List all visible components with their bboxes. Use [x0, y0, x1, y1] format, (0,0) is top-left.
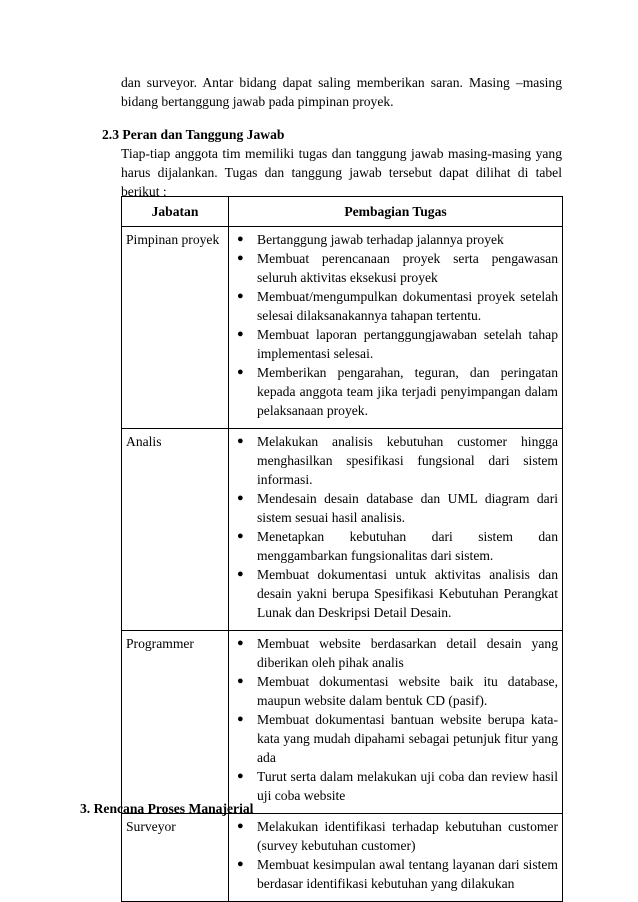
list-item: ● Memberikan pengarahan, teguran, dan peringatan kepada anggota team jika terjadi penyimpangan dalam pelaksanaan proyek.: [237, 365, 558, 418]
bullet-icon: ●: [237, 366, 244, 378]
list-item: ● Melakukan analisis kebutuhan customer hingga menghasilkan spesifikasi fungsional dari sistem informasi.: [237, 434, 558, 487]
bullet-icon: ●: [237, 568, 244, 580]
bullet-icon: ●: [237, 713, 244, 725]
bullet-icon: ●: [237, 858, 244, 870]
table-row: [122, 814, 563, 902]
tasks-cell: [229, 631, 563, 814]
task-list: [235, 817, 558, 893]
tasks-cell: [229, 429, 563, 631]
bullet-icon: ●: [237, 328, 244, 340]
roles-table: [121, 196, 563, 902]
list-item: ● Mendesain desain database dan UML diagram dari sistem sesuai hasil analisis.: [237, 491, 558, 525]
bullet-icon: ●: [237, 233, 244, 245]
bullet-icon: ●: [237, 675, 244, 687]
jabatan-cell: Programmer: [122, 631, 229, 814]
section-heading-2-3: 2.3 Peran dan Tanggung Jawab: [102, 127, 285, 142]
table-row: [122, 631, 563, 814]
intro-paragraph: dan surveyor. Antar bidang dapat saling memberikan saran. Masing –masing bidang bertanggung jawab pada pimpinan proyek.: [121, 75, 562, 109]
table-row: [122, 227, 563, 429]
bullet-icon: ●: [237, 770, 244, 782]
jabatan-cell: Pimpinan proyek: [122, 227, 229, 429]
list-item: ● Turut serta dalam melakukan uji coba dan review hasil uji coba website: [237, 769, 558, 803]
bullet-icon: ●: [237, 252, 244, 264]
task-list: [235, 634, 558, 805]
table-row: [122, 429, 563, 631]
list-item: ● Melakukan identifikasi terhadap kebutuhan customer (survey kebutuhan customer): [237, 819, 558, 853]
list-item: ● Membuat dokumentasi bantuan website berupa kata-kata yang mudah dipahami sebagai petunjuk fitur yang ada: [237, 712, 558, 765]
bullet-icon: ●: [237, 637, 244, 649]
tasks-cell: [229, 814, 563, 902]
bullet-icon: ●: [237, 492, 244, 504]
table-header-row: [122, 197, 563, 227]
jabatan-cell: Surveyor: [122, 814, 229, 902]
list-item: ● Bertanggung jawab terhadap jalannya proyek: [237, 232, 504, 247]
list-item: ● Membuat kesimpulan awal tentang layanan dari sistem berdasar identifikasi kebutuhan yang dilakukan: [237, 857, 558, 891]
task-list: [235, 432, 558, 622]
header-jabatan: Jabatan: [122, 197, 229, 227]
bullet-icon: ●: [237, 290, 244, 302]
header-pembagian-tugas: Pembagian Tugas: [229, 197, 563, 227]
list-item: ● Membuat website berdasarkan detail desain yang diberikan oleh pihak analis: [237, 636, 558, 670]
bullet-icon: ●: [237, 820, 244, 832]
list-item: ● Membuat dokumentasi website baik itu database, maupun website dalam bentuk CD (pasif).: [237, 674, 558, 708]
tasks-cell: [229, 227, 563, 429]
task-list: [235, 230, 558, 420]
section-paragraph: Tiap-tiap anggota tim memiliki tugas dan tanggung jawab masing-masing yang harus dijalankan. Tugas dan tanggung jawab tersebut dapat dilihat di tabel berikut :: [121, 146, 562, 199]
list-item: ● Membuat/mengumpulkan dokumentasi proyek setelah selesai dilaksanakannya tahapan tertentu.: [237, 289, 558, 323]
list-item: ● Membuat laporan pertanggungjawaban setelah tahap implementasi selesai.: [237, 327, 558, 361]
section-heading-3: 3. Rencana Proses Manajerial: [80, 801, 254, 816]
list-item: ● Membuat perencanaan proyek serta pengawasan seluruh aktivitas eksekusi proyek: [237, 251, 558, 285]
jabatan-cell: Analis: [122, 429, 229, 631]
bullet-icon: ●: [237, 435, 244, 447]
list-item: ● Membuat dokumentasi untuk aktivitas analisis dan desain yakni berupa Spesifikasi Kebutuhan Perangkat Lunak dan Deskripsi Detail Desain.: [237, 567, 558, 620]
list-item: ● Menetapkan kebutuhan dari sistem dan menggambarkan fungsionalitas dari sistem.: [237, 529, 558, 563]
bullet-icon: ●: [237, 530, 244, 542]
